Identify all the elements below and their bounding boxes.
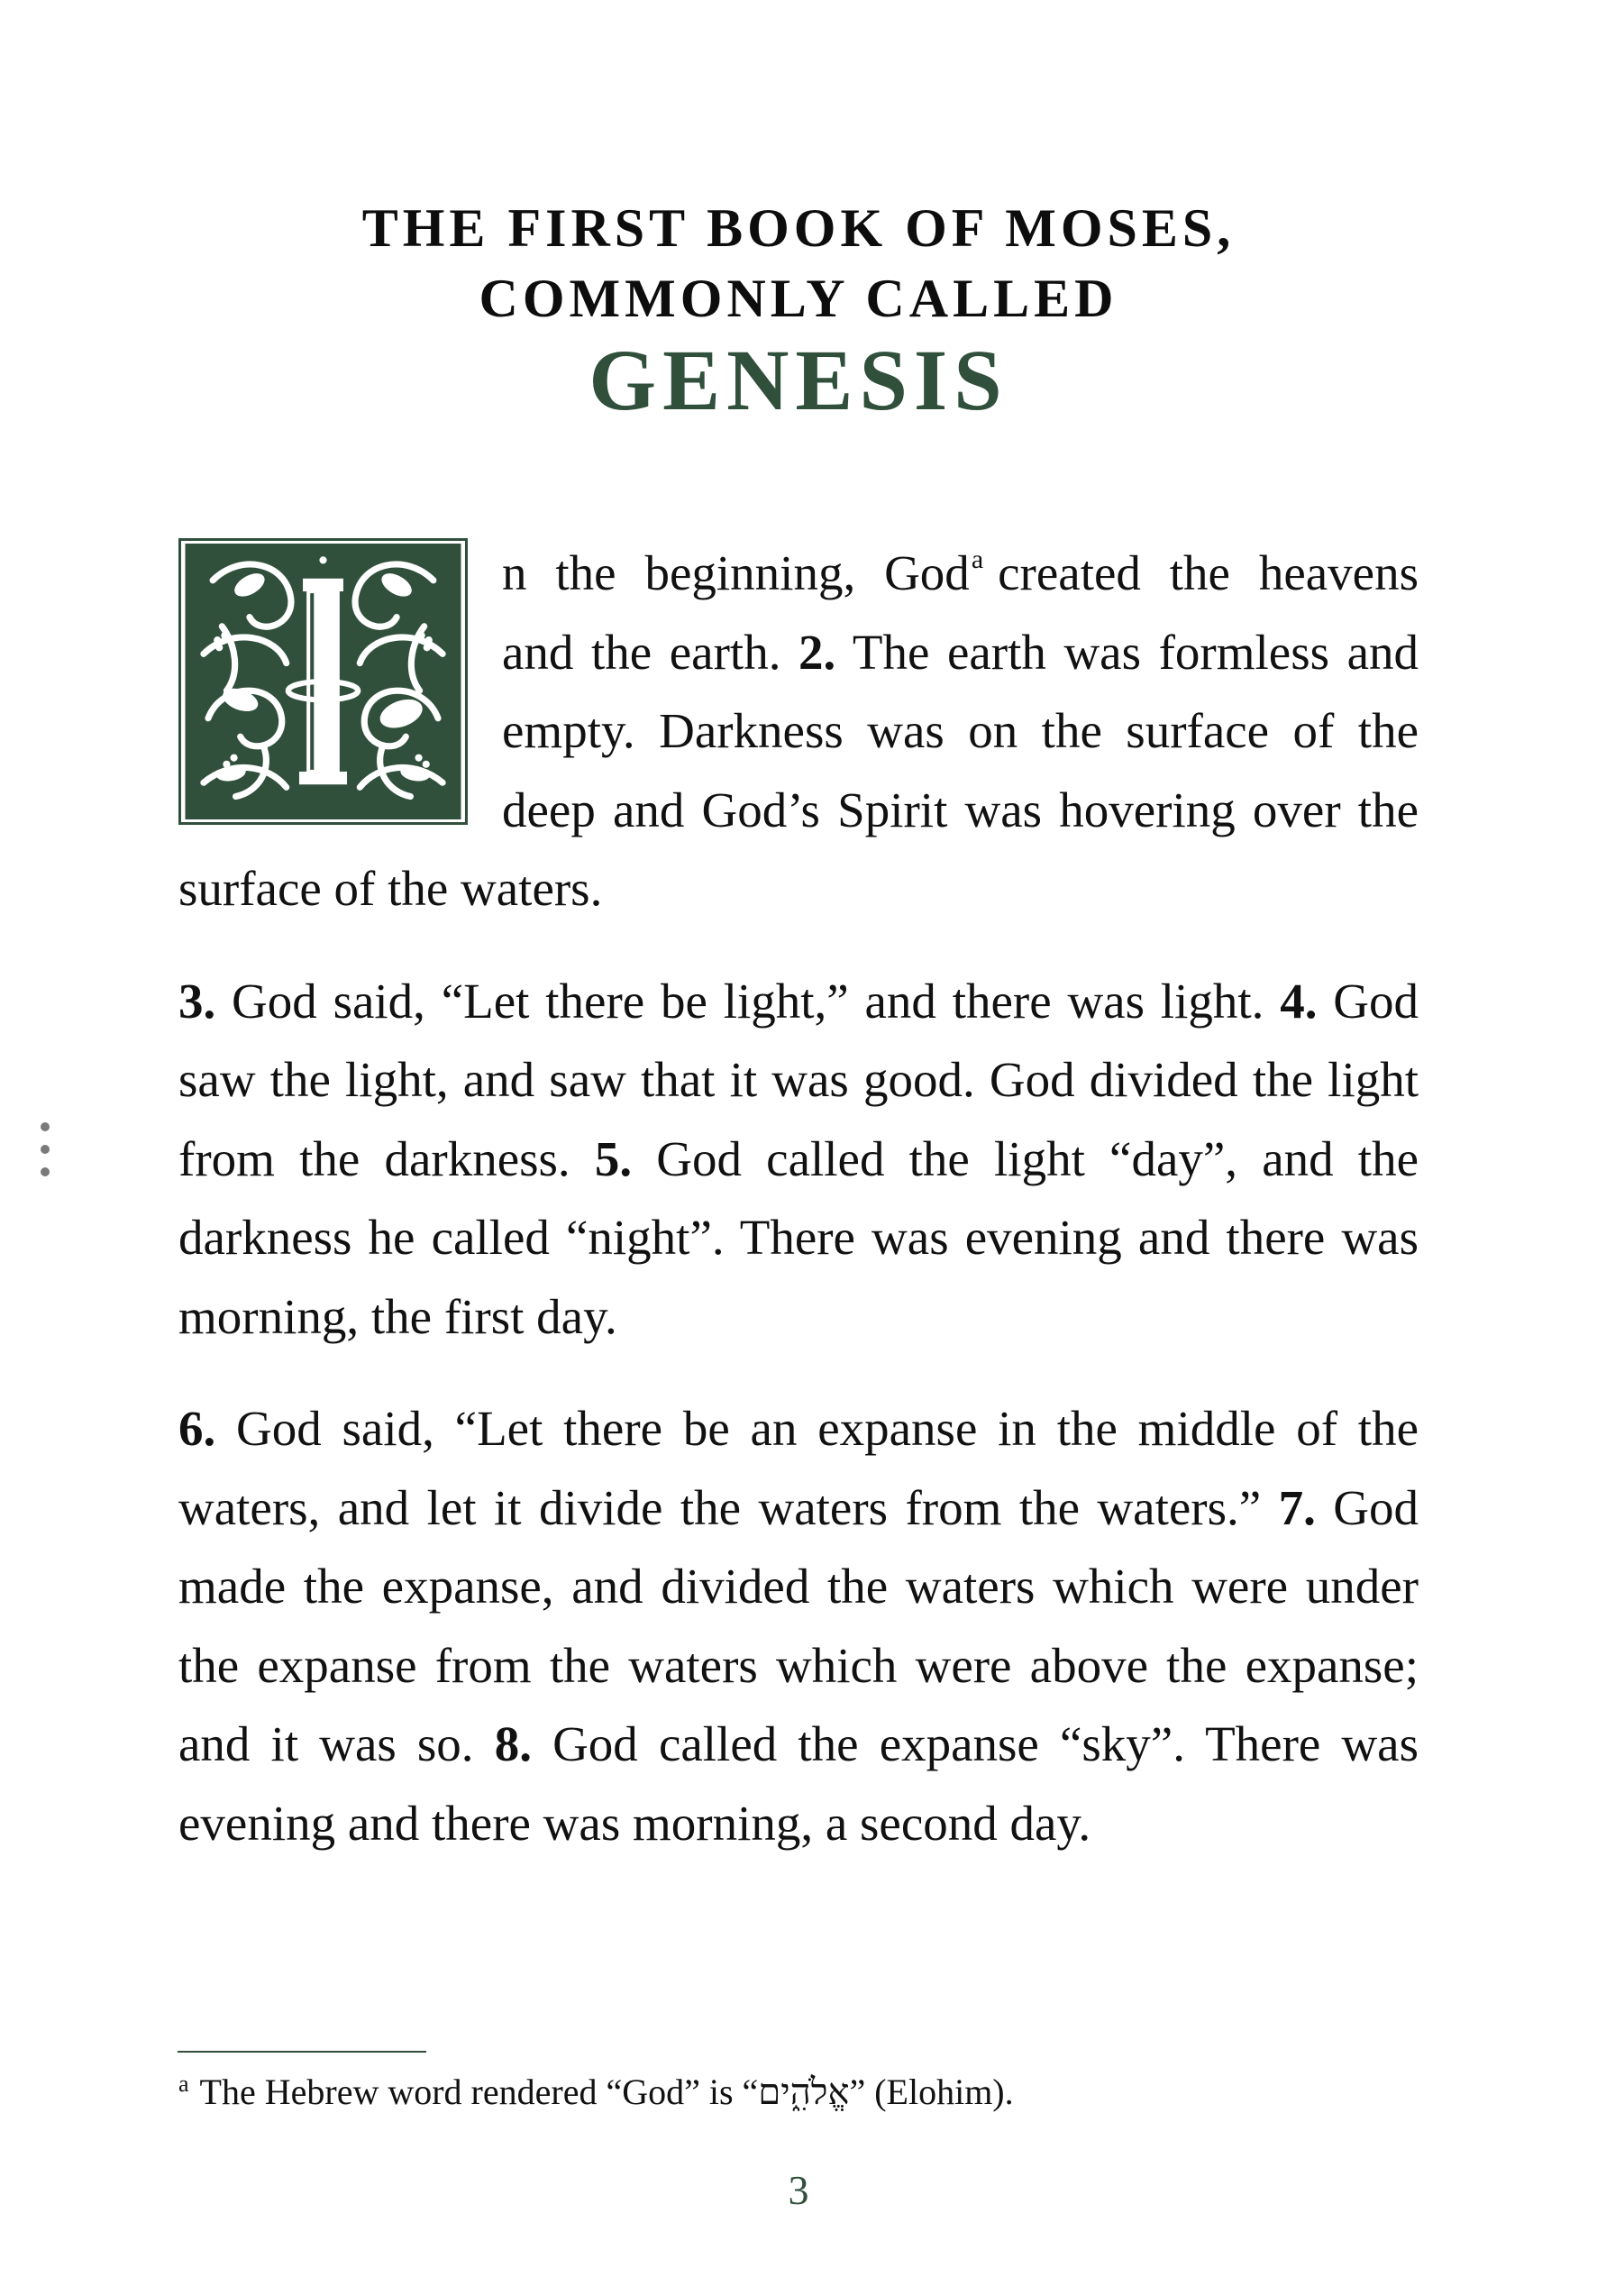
drop-cap-initial — [178, 538, 468, 825]
paragraph-2 — [178, 962, 1419, 1357]
footnote-reference-a[interactable]: a — [971, 544, 984, 574]
verse-5-text: God called the light “day”, and the darkness he called “night”. There was evening and there was morning, the first day. — [178, 1130, 1419, 1344]
ornate-initial-i-icon — [184, 544, 462, 819]
vertical-ellipsis-icon-dot-3 — [41, 1167, 50, 1176]
book-name: GENESIS — [589, 332, 1008, 428]
verse-number-8: 8. — [494, 1716, 532, 1771]
vertical-ellipsis-icon-dot-1 — [41, 1122, 50, 1131]
page-number: 3 — [788, 2167, 809, 2213]
scripture-text — [178, 534, 1419, 1896]
footnote-mark: a — [178, 2071, 189, 2097]
verse-number-7: 7. — [1278, 1479, 1316, 1535]
verse-number-5: 5. — [594, 1130, 633, 1186]
verse-7-text: God made the expanse, and divided the waters which were under the expanse from the waters which were above the expanse; and it was so. — [178, 1479, 1419, 1771]
verse-6-text: God said, “Let there be an expanse in the middle of the waters, and let it divide the waters from the waters.” — [178, 1401, 1419, 1535]
title-line-2: COMMONLY CALLED — [479, 269, 1118, 328]
verse-number-4: 4. — [1280, 973, 1318, 1029]
title-line-1: THE FIRST BOOK OF MOSES, — [361, 198, 1236, 258]
verse-number-2: 2. — [798, 624, 836, 680]
verse-number-3: 3. — [178, 973, 216, 1029]
verse-2-text: The earth was formless and empty. Darkness was on the surface of the deep and God’s Spirit was hovering over the surface of the waters. — [178, 624, 1419, 916]
footnote-divider — [178, 2051, 426, 2053]
side-panel-handle[interactable] — [40, 1122, 50, 1176]
verse-4-text: God saw the light, and saw that it was good. God divided the light from the darkness. — [178, 973, 1419, 1186]
verse-3-text: God said, “Let there be light,” and there was light. — [215, 973, 1281, 1029]
book-title-block — [0, 193, 1597, 427]
paragraph-1 — [178, 534, 1419, 928]
vertical-ellipsis-icon-dot-2 — [41, 1145, 50, 1154]
verse-8-text: God called the expanse “sky”. There was evening and there was morning, a second day. — [178, 1716, 1419, 1851]
paragraph-3 — [178, 1389, 1419, 1862]
verse-1-text: n the beginning, God — [502, 545, 970, 600]
footnote-a — [178, 2070, 1419, 2115]
footnote-text: The Hebrew word rendered “God” is “אֱלֹהִ֑ים” (Elohim). — [199, 2072, 1014, 2112]
verse-number-6: 6. — [178, 1401, 216, 1456]
verse-1-text-cont: created the heavens and the earth. — [502, 545, 1419, 680]
